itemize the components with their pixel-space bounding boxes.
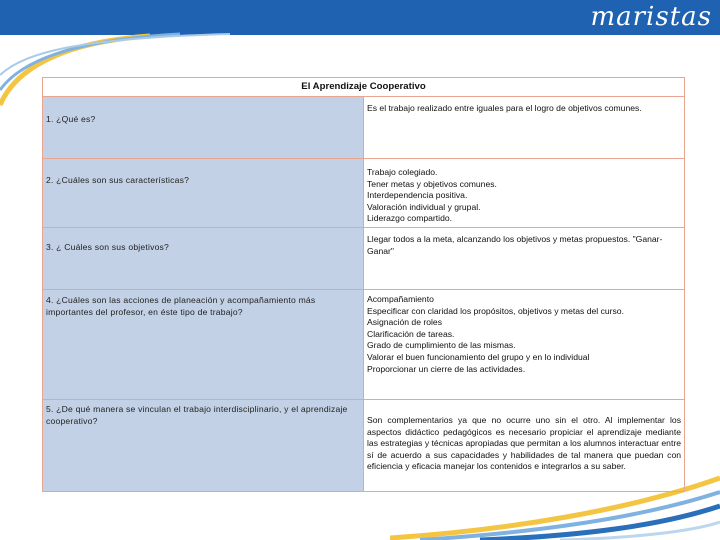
table-row [43,227,685,289]
answer-list [367,294,681,375]
table-title-row [43,78,685,97]
table-row [43,399,685,491]
answer-cell [364,399,685,491]
answer-line: Liderazgo compartido. [367,213,453,224]
question-cell [43,399,364,491]
question-text: 2. ¿Cuáles son sus características? [46,175,190,185]
question-cell [43,289,364,399]
answer-line: Asignación de roles [367,317,443,328]
answer-line: Especificar con claridad los propósitos, objetivos y metas del curso. [367,305,624,316]
answer-line: Interdependencia positiva. [367,190,468,201]
answer-line: Grado de cumplimiento de las mismas. [367,340,516,351]
table-title: El Aprendizaje Cooperativo [43,78,685,97]
answer-list [367,167,681,225]
answer-cell [364,159,685,228]
answer-line: Clarificación de tareas. [367,328,455,339]
header-band [0,0,720,35]
question-text: 1. ¿Qué es? [46,114,96,124]
answer-cell [364,227,685,289]
answer-text: Llegar todos a la meta, alcanzando los objetivos y metas propuestos. "Ganar-Ganar" [367,233,663,256]
table-row [43,97,685,159]
question-cell [43,227,364,289]
question-cell [43,97,364,159]
table-row [43,289,685,399]
table-row [43,159,685,228]
answer-text: Es el trabajo realizado entre iguales para el logro de objetivos comunes. [367,103,642,113]
answer-line: Valorar el buen funcionamiento del grupo y en lo individual [367,351,590,362]
answer-line: Tener metas y objetivos comunes. [367,178,497,189]
maristas-logo: maristas [590,2,712,32]
question-text: 4. ¿Cuáles son las acciones de planeación y acompañamiento más importantes del profesor, en éste tipo de trabajo? [46,294,316,317]
question-text: 3. ¿ Cuáles son sus objetivos? [46,241,170,252]
answer-line: Valoración individual y grupal. [367,201,481,212]
answer-cell [364,289,685,399]
answer-line: Acompañamiento [367,293,434,304]
answer-cell [364,97,685,159]
answer-line: Trabajo colegiado. [367,167,438,177]
question-cell [43,159,364,228]
question-text: 5. ¿De qué manera se vinculan el trabajo interdisciplinario, y el aprendizaje cooperativo? [46,403,348,426]
answer-line: Proporcionar un cierre de las actividades. [367,363,526,374]
answer-text: Son complementarios ya que no ocurre uno sin el otro. Al implementar los aspectos didáctico pedagógicos es necesario propiciar el aprendizaje mediante las estrategias y técnicas apropiadas que permitan a los alumnos interactuar entre sí de acuerdo a sus capacidades y habilidades de tal manera que puedan con eficiencia y eficacia manejar los contenidos e integrarlos a su saber. [367,414,681,472]
cooperative-learning-table [42,77,685,487]
